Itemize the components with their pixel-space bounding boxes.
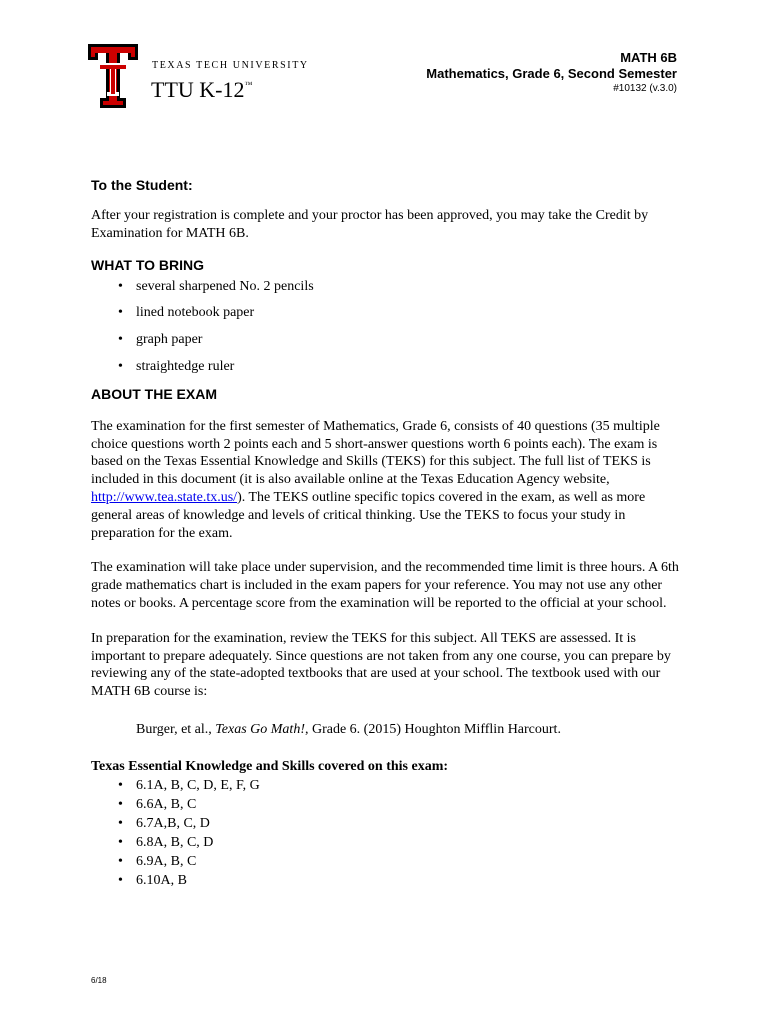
footer-date: 6/18 [91, 976, 107, 985]
program-name [151, 72, 252, 103]
citation-details: , Grade 6. (2015) Houghton Mifflin Harcourt. [304, 721, 561, 737]
teks-item: • 6.6A, B, C [91, 795, 681, 814]
teks-item: • 6.8A, B, C, D [91, 833, 681, 852]
document-body [91, 176, 681, 890]
teks-item: • 6.1A, B, C, D, E, F, G [91, 776, 681, 795]
bring-item: • straightedge ruler [91, 358, 681, 385]
bring-heading: WHAT TO BRING [91, 256, 205, 273]
intro-heading: To the Student: [91, 177, 193, 193]
university-name: TEXAS TECH UNIVERSITY [152, 60, 309, 71]
bring-list [91, 278, 681, 385]
exam-paragraph-1-end: ). The TEKS outline specific topics covered in the exam, as well as more general areas of knowledge and levels of critical thinking. Use the TEKS to focus your study in preparation for the exam. [91, 489, 646, 541]
teks-list [91, 776, 681, 890]
bring-item: • several sharpened No. 2 pencils [91, 278, 681, 305]
program-label: TTU K-12 [151, 77, 245, 102]
double-t-logo [88, 44, 138, 108]
teks-item: • 6.10A, B [91, 871, 681, 890]
exam-paragraph-2: The examination will take place under supervision, and the recommended time limit is three hours. A 6th grade mathematics chart is included in the exam papers for your reference. You may not use any other notes or books. A percentage score from the examination will be reported to the official at your school. [91, 560, 679, 611]
tea-website-link[interactable]: http://www.tea.state.tx.us/ [91, 489, 238, 505]
bring-item: • lined notebook paper [91, 304, 681, 331]
textbook-citation [136, 721, 681, 739]
teks-item: • 6.7A,B, C, D [91, 814, 681, 833]
course-code: MATH 6B [620, 50, 677, 65]
course-title: Mathematics, Grade 6, Second Semester [426, 66, 677, 81]
bring-item: • graph paper [91, 331, 681, 358]
exam-heading: ABOUT THE EXAM [91, 385, 217, 402]
trademark-mark: ™ [244, 80, 253, 89]
teks-item: • 6.9A, B, C [91, 852, 681, 871]
course-header [426, 50, 677, 95]
intro-paragraph: After your registration is complete and your proctor has been approved, you may take the Credit by Examination for MATH 6B. [91, 208, 649, 241]
exam-paragraph-1-start: The examination for the first semester of Mathematics, Grade 6, consists of 40 questions (35 multiple choice questions worth 2 points each and 5 short-answer questions worth 6 points each). The exam is based on the Texas Essential Knowledge and Skills (TEKS) for this subject. The full list of TEKS is included in this document (it is also available online at the Texas Education Agency website, [91, 418, 660, 488]
exam-paragraph-1 [91, 418, 681, 543]
course-number: #10132 (v.3.0) [613, 83, 677, 94]
citation-title: Texas Go Math! [215, 721, 305, 737]
citation-author: Burger, et al., [136, 721, 216, 737]
teks-heading: Texas Essential Knowledge and Skills covered on this exam: [91, 758, 449, 774]
exam-paragraph-3: In preparation for the examination, review the TEKS for this subject. All TEKS are assessed. It is important to prepare adequately. Since questions are not taken from any one course, you can prepare by reviewing any of the state-adopted textbooks that are used at your school. The textbook used with our MATH 6B course is: [91, 630, 671, 700]
